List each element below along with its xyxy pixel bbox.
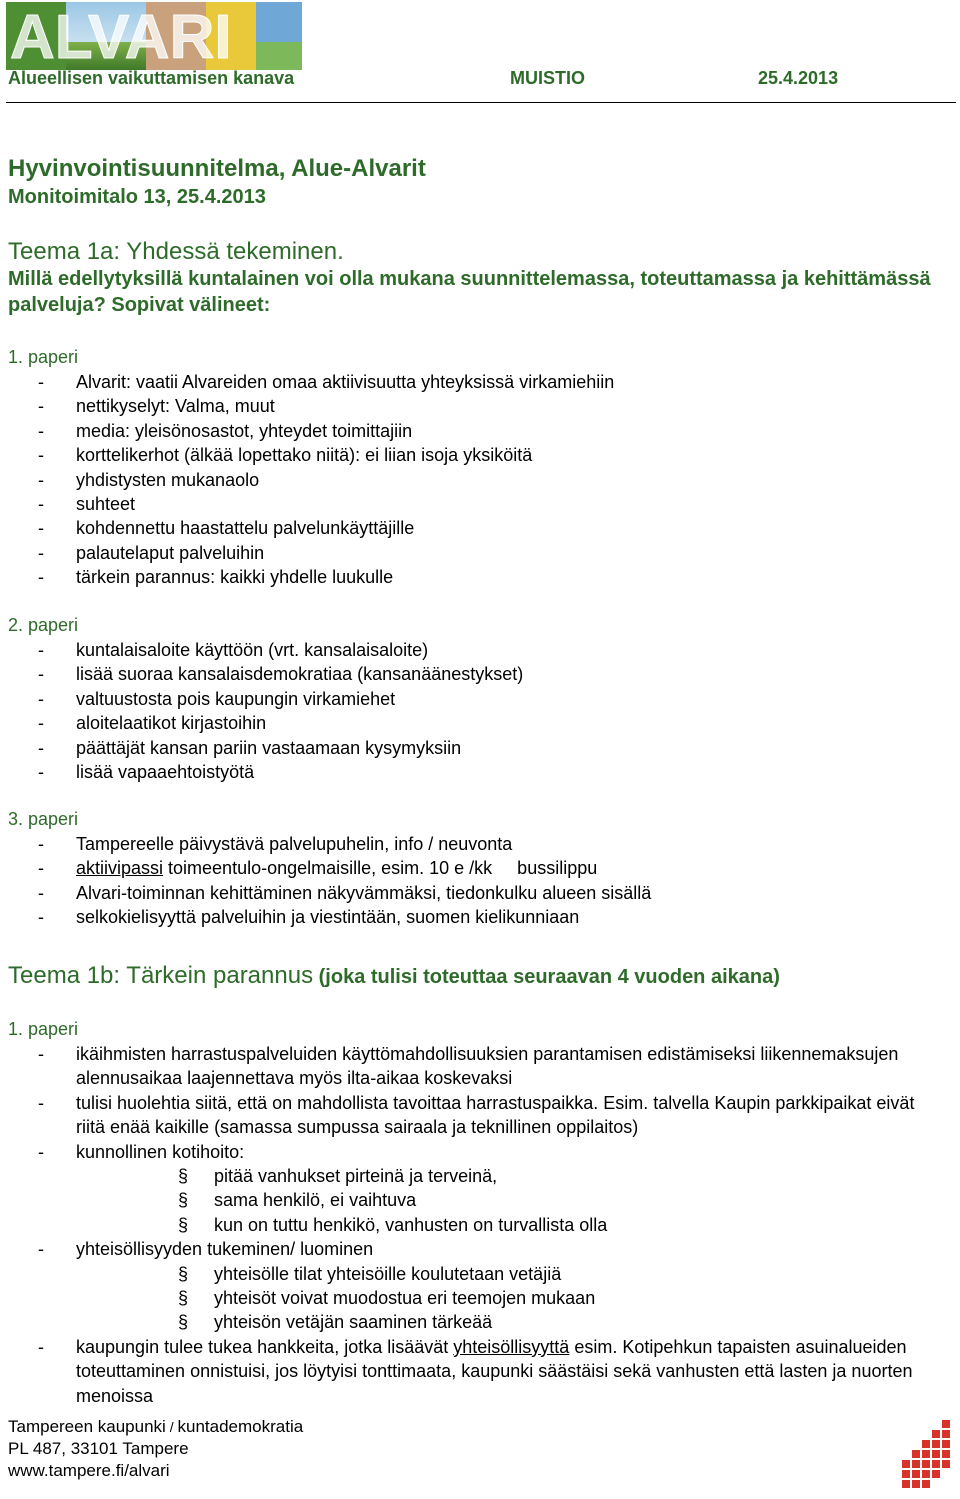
list-item: - Alvarit: vaatii Alvareiden omaa aktiivisuutta yhteyksissä virkamiehiin [38, 370, 946, 394]
list-item: - lisää suoraa kansalaisdemokratiaa (kansanäänestykset) [38, 662, 946, 686]
list-item: - lisää vapaaehtoistyötä [38, 760, 946, 784]
header-divider [6, 102, 956, 103]
header-line [8, 68, 858, 92]
footer-web: www.tampere.fi/alvari [8, 1461, 170, 1480]
theme-1a-heading: Teema 1a: Yhdessä tekeminen. [8, 238, 344, 265]
doc-type: MUISTIO [510, 68, 585, 88]
page-title: Hyvinvointisuunnitelma, Alue-Alvarit [8, 155, 426, 182]
list-item: - kohdennettu haastattelu palvelunkäyttäjille [38, 516, 946, 540]
list-item-text: kaupungin tulee tukea hankkeita, jotka lisäävät [76, 1336, 454, 1357]
sub-list-item: § sama henkilö, ei vaihtuva [176, 1188, 946, 1212]
list-item: - media: yleisönosastot, yhteydet toimittajiin [38, 419, 946, 443]
footer [8, 1416, 303, 1482]
list-item: - korttelikerhot (älkää lopettako niitä): ei liian isoja yksiköitä [38, 443, 946, 467]
list-item: - tulisi huolehtia siitä, että on mahdollista tavoittaa harrastuspaikka. Esim. talvella Kaupin parkkipaikat eivät riitä enää kaikille (samassa sumpussa sairaala ja teknillinen oppilaitos) [38, 1091, 946, 1140]
list-item: - suhteet [38, 492, 946, 516]
theme-1b-heading [8, 962, 780, 991]
theme-1b-paper-1-list [38, 1042, 946, 1408]
list-item: - Alvari-toiminnan kehittäminen näkyvämmäksi, tiedonkulku alueen sisällä [38, 881, 946, 905]
header-date: 25.4.2013 [758, 68, 839, 88]
paper-1-list [38, 370, 946, 590]
list-item-text: toimeentulo-ongelmaisille, esim. 10 e /kk bussilippu [163, 858, 598, 879]
theme-1b-paper-1-label: 1. paperi [8, 1019, 79, 1039]
list-item [38, 1237, 946, 1335]
yhteisollisyytta-term: yhteisöllisyyttä [453, 1336, 570, 1357]
paper-1-label: 1. paperi [8, 347, 79, 367]
theme-1a-question: Millä edellytyksillä kuntalainen voi olla mukana suunnittelemassa, toteuttamassa ja kehittämässä palveluja? Sopivat välineet: [8, 268, 931, 316]
paper-3-label: 3. paperi [8, 809, 79, 829]
aktiivipassi-term: aktiivipassi [76, 858, 164, 879]
footer-org [8, 1416, 303, 1438]
alvari-banner [6, 2, 302, 70]
paper-2-label: 2. paperi [8, 615, 79, 635]
list-item-text: esim. Kotipehkun tapaisten asuinalueiden toteuttaminen onnistuisi, jos löytyisi tonttimaata, kaupunki säästäisi sekä vanhusten että lasten ja nuorten menoissa [76, 1336, 913, 1406]
sub-list-item: § yhteisön vetäjän saaminen tärkeää [176, 1310, 946, 1334]
sub-list-item: § kun on tuttu henkikö, vanhusten on turvallista olla [176, 1213, 946, 1237]
list-item [38, 856, 946, 880]
list-item: - valtuustosta pois kaupungin virkamiehet [38, 687, 946, 711]
theme-1b-title: Teema 1b: Tärkein parannus [8, 962, 314, 989]
kotihoito-sublist [76, 1164, 946, 1237]
banner-logo-text: ALVARI [10, 3, 232, 70]
list-item-text: yhteisöllisyyden tukeminen/ luominen [76, 1239, 374, 1260]
list-item: - päättäjät kansan pariin vastaamaan kysymyksiin [38, 736, 946, 760]
list-item: - tärkein parannus: kaikki yhdelle luukulle [38, 565, 946, 589]
yhteisollisyys-sublist [76, 1262, 946, 1335]
tampere-logo-icon [902, 1418, 958, 1494]
list-item: - palautelaput palveluihin [38, 541, 946, 565]
banner-photo-collage [6, 2, 302, 70]
sub-list-item: § yhteisöt voivat muodostua eri teemojen mukaan [176, 1286, 946, 1310]
list-item: - ikäihmisten harrastuspalveluiden käyttömahdollisuuksien parantamisen edistämiseksi liikennemaksujen alennusaikaa laajennettava myös ilta-aikaa koskevaksi [38, 1042, 946, 1091]
list-item: - Tampereelle päivystävä palvelupuhelin, info / neuvonta [38, 832, 946, 856]
list-item: - aloitelaatikot kirjastoihin [38, 711, 946, 735]
footer-org-separator: / [165, 1419, 178, 1435]
theme-1b-note: (joka tulisi toteuttaa seuraavan 4 vuoden aikana) [313, 966, 780, 988]
list-item: - yhdistysten mukanaolo [38, 468, 946, 492]
paper-2-list [38, 638, 946, 784]
list-item [38, 1335, 946, 1408]
footer-org-name: Tampereen kaupunki [8, 1417, 166, 1436]
list-item-text: kunnollinen kotihoito: [76, 1141, 245, 1162]
footer-address: PL 487, 33101 Tampere [8, 1439, 189, 1458]
paper-3-list [38, 832, 946, 930]
list-item: - nettikyselyt: Valma, muut [38, 394, 946, 418]
list-item: - kuntalaisaloite käyttöön (vrt. kansalaisaloite) [38, 638, 946, 662]
channel-name: Alueellisen vaikuttamisen kanava [8, 68, 295, 88]
sub-list-item: § yhteisölle tilat yhteisöille koulutetaan vetäjiä [176, 1262, 946, 1286]
list-item [38, 1140, 946, 1238]
sub-list-item: § pitää vanhukset pirteinä ja terveinä, [176, 1164, 946, 1188]
list-item: - selkokielisyyttä palveluihin ja viestintään, suomen kielikunniaan [38, 905, 946, 929]
footer-org-unit: kuntademokratia [177, 1417, 304, 1436]
page-subtitle: Monitoimitalo 13, 25.4.2013 [8, 186, 266, 208]
